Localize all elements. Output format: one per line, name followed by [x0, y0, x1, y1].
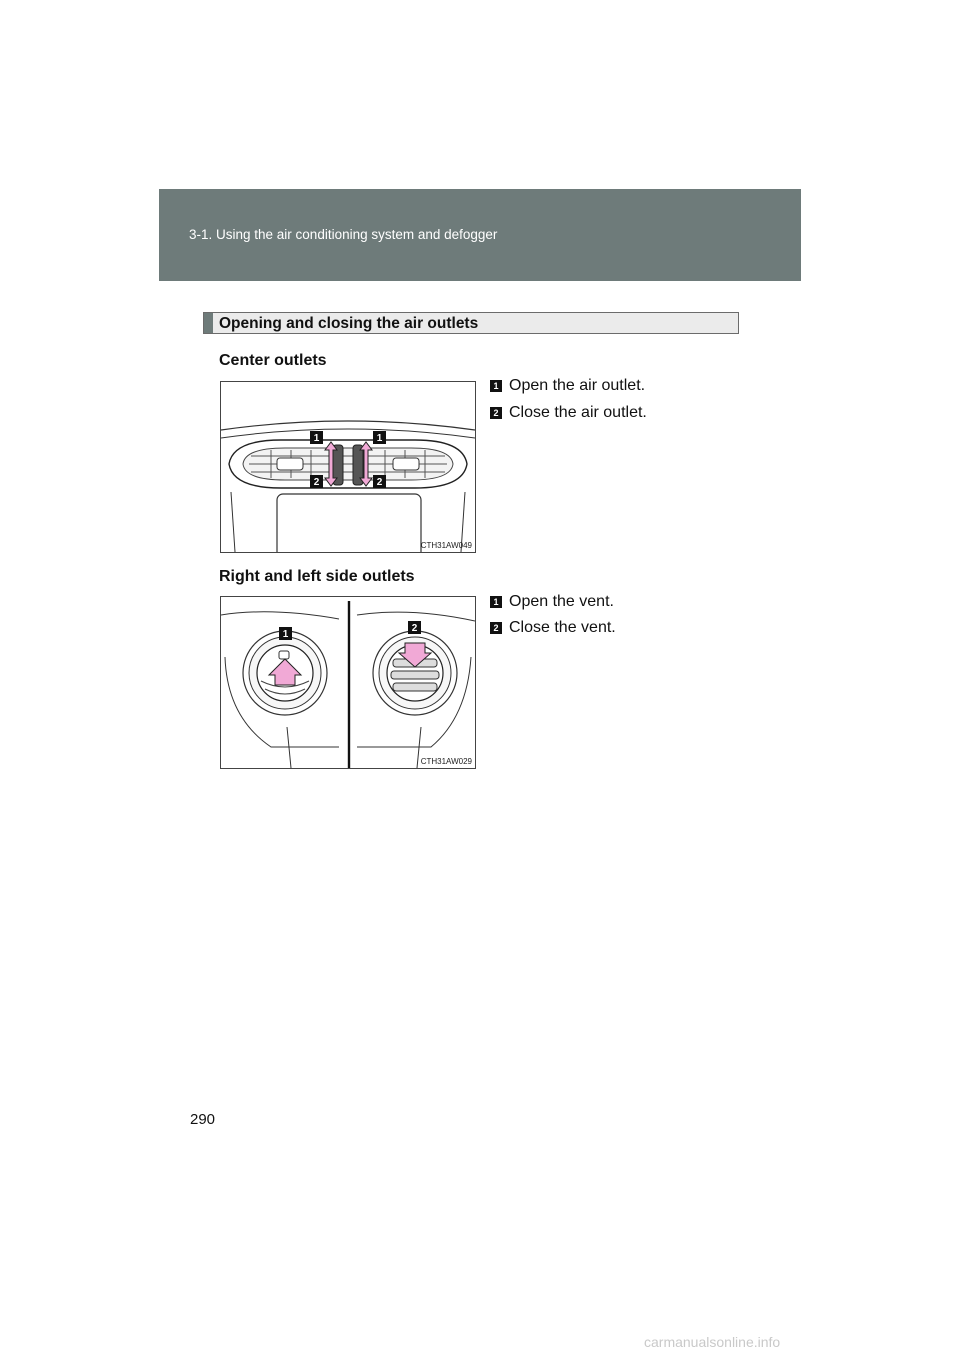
svg-text:2: 2 — [376, 477, 383, 488]
center-outlets-illustration — [221, 382, 475, 552]
step-number-badge: 1 — [490, 380, 502, 392]
chapter-header — [159, 189, 801, 281]
chapter-title: 3-1. Using the air conditioning system and defogger — [189, 227, 498, 242]
side-figure-code: CTH31AW029 — [420, 757, 472, 766]
step-text: Open the air outlet. — [509, 377, 646, 394]
page-number: 290 — [190, 1111, 216, 1128]
svg-text:2: 2 — [313, 477, 320, 488]
side-outlets-heading: Right and left side outlets — [219, 568, 415, 585]
center-step-1 — [490, 376, 645, 396]
side-step-1 — [490, 592, 614, 612]
center-outlets-heading: Center outlets — [219, 352, 327, 369]
center-figure-code: CTH31AW049 — [420, 541, 472, 550]
section-title: Opening and closing the air outlets — [219, 315, 479, 332]
svg-text:2: 2 — [411, 623, 418, 634]
step-number-badge: 2 — [490, 407, 502, 419]
side-step-2 — [490, 618, 616, 638]
center-outlets-figure — [220, 381, 476, 553]
center-step-2 — [490, 403, 647, 423]
step-text: Open the vent. — [509, 593, 614, 610]
step-number-badge: 2 — [490, 622, 502, 634]
section-header — [203, 312, 739, 334]
step-number-badge: 1 — [490, 596, 502, 608]
svg-text:1: 1 — [313, 433, 320, 444]
side-outlets-figure — [220, 596, 476, 769]
step-text: Close the vent. — [509, 619, 616, 636]
watermark: carmanualsonline.info — [644, 1334, 781, 1350]
svg-text:1: 1 — [376, 433, 383, 444]
side-outlets-illustration — [221, 597, 475, 768]
step-text: Close the air outlet. — [509, 404, 647, 421]
section-accent — [204, 313, 213, 333]
svg-text:1: 1 — [282, 629, 289, 640]
